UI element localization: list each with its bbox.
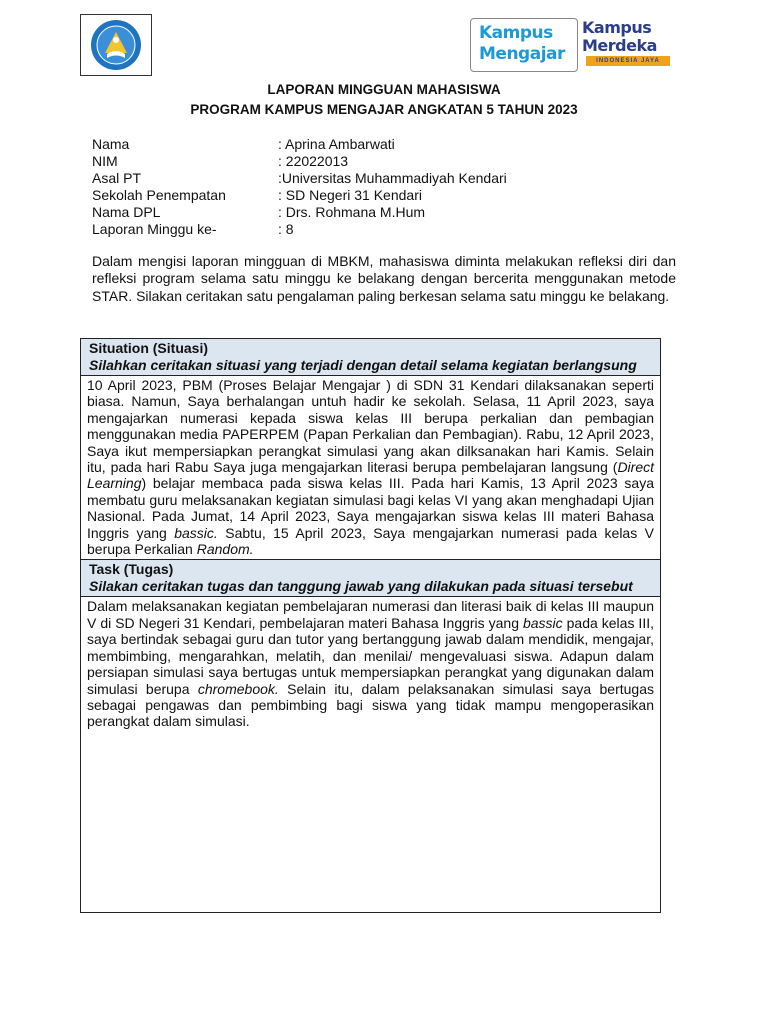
situation-emphasis: Random. bbox=[196, 541, 254, 558]
task-text: pada kelas III, saya bertindak sebagai guru dan tutor yang bertanggung jawab dalam mendidik, mengajar, membimbing, mengarahkan, melatih, dan menilai/ mengevaluasi siswa. Adapun dalam persiapan simulasi saya bertugas untuk mempersiapkan perangkat yang digunakan dalam simulasi berupa bbox=[87, 614, 654, 697]
task-header bbox=[81, 560, 660, 597]
situation-prompt: Silahkan ceritakan situasi yang terjadi dengan detail selama kegiatan berlangsung bbox=[89, 356, 637, 373]
situation-title: Situation (Situasi) bbox=[89, 340, 208, 356]
kampus-mengajar-line2: Mengajar bbox=[479, 44, 565, 64]
task-prompt: Silakan ceritakan tugas dan tanggung jawab yang dilakukan pada situasi tersebut bbox=[89, 577, 633, 594]
task-text: Dalam melaksanakan kegiatan pembelajaran numerasi dan literasi baik di kelas III maupun V di SD Negeri 31 Kendari, pembelajaran materi Bahasa Inggris yang bbox=[87, 598, 654, 631]
kampus-mengajar-logo bbox=[470, 18, 578, 72]
info-value: : Aprina Ambarwati bbox=[278, 136, 395, 152]
kampus-merdeka-logo bbox=[580, 18, 674, 72]
situation-emphasis: bassic. bbox=[174, 524, 218, 541]
report-subtitle: PROGRAM KAMPUS MENGAJAR ANGKATAN 5 TAHUN 2023 bbox=[190, 102, 578, 117]
task-title: Task (Tugas) bbox=[89, 561, 174, 578]
info-label: Asal PT bbox=[92, 170, 142, 186]
situation-text: Sabtu, 15 April 2023, Saya mengajarkan numerasi pada kelas V berupa Perkalian bbox=[87, 524, 654, 558]
kampus-mengajar-line1: Kampus bbox=[479, 23, 553, 43]
situation-text: 10 April 2023, PBM (Proses Belajar Mengajar ) di SDN 31 Kendari dilaksanakan seperti biasa. Namun, Saya berhalangan untuh hadir ke sekolah. Selasa, 11 April 2023, saya mengajarkan numerasi kepada siswa kelas III berupa perkalian dan pembagian menggunakan media PAPERPEM (Papan Perkalian dan Pembagian). Rabu, 12 April 2023, Saya ikut mempersiapkan perangkat simulasi yang akan dilksanakan hari Kamis. Selain itu, pada hari Rabu Saya juga mengajarkan literasi berupa pembelajaran langsung ( bbox=[87, 377, 654, 476]
report-title: LAPORAN MINGGUAN MAHASISWA bbox=[267, 82, 501, 97]
kampus-merdeka-line1: Kampus bbox=[582, 18, 652, 37]
info-value: : 22022013 bbox=[278, 153, 349, 169]
task-emphasis: chromebook. bbox=[197, 680, 279, 697]
info-label: Nama DPL bbox=[92, 204, 161, 220]
situation-header bbox=[81, 339, 660, 376]
info-label: Nama bbox=[92, 136, 130, 152]
star-table bbox=[80, 338, 661, 913]
task-emphasis: bassic bbox=[522, 614, 563, 631]
info-value: : Drs. Rohmana M.Hum bbox=[278, 204, 426, 220]
situation-body bbox=[81, 376, 660, 560]
task-text: Selain itu, dalam pelaksanakan simulasi saya bertugas sebagai pengawas dan pembimbing bagi siswa yang tidak mampu mengoperasikan perangkat dalam simulasi. bbox=[87, 680, 654, 730]
info-value: : SD Negeri 31 Kendari bbox=[278, 187, 422, 203]
kampus-merdeka-line2: Merdeka bbox=[582, 36, 657, 55]
info-label: Sekolah Penempatan bbox=[92, 187, 226, 203]
task-body bbox=[81, 597, 660, 731]
kampus-merdeka-band: INDONESIA JAYA bbox=[586, 56, 670, 66]
intro-paragraph: Dalam mengisi laporan mingguan di MBKM, mahasiswa diminta melakukan refleksi diri dan refleksi program selama satu minggu ke belakang dengan bercerita menggunakan metode STAR. Silakan ceritakan satu pengalaman paling berkesan selama satu minggu ke belakang. bbox=[92, 253, 676, 304]
info-value: : 8 bbox=[278, 221, 294, 237]
info-label: Laporan Minggu ke- bbox=[92, 221, 217, 237]
tut-wuri-handayani-logo bbox=[80, 14, 152, 76]
info-value: :Universitas Muhammadiyah Kendari bbox=[278, 170, 507, 186]
situation-emphasis: Direct Learning bbox=[87, 459, 654, 492]
emblem-icon bbox=[87, 18, 145, 72]
info-label: NIM bbox=[92, 153, 118, 169]
situation-text: ) belajar membaca pada siswa kelas III. Pada hari Kamis, 13 April 2023 saya membatu guru melaksanakan kegiatan simulasi bagi kelas VI yang akan menghadapi Ujian Nasional. Pada Jumat, 14 April 2023, Saya mengajarkan siswa kelas III materi Bahasa Inggris yang bbox=[87, 475, 654, 541]
